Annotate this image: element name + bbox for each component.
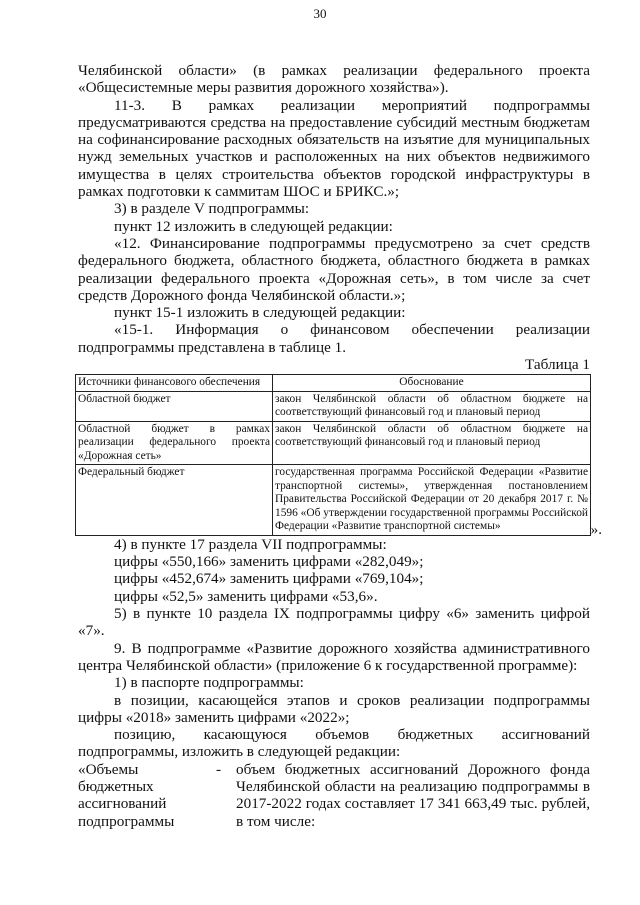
paragraph: пункт 12 изложить в следующей редакции: bbox=[114, 217, 393, 235]
table-row bbox=[76, 421, 591, 465]
paragraph: «12. Финансирование подпрограммы предусмотрено за счет средств федерального бюджета, областного бюджета, областного бюджета в рамках реализации федерального проекта «Дорожная сеть», в том числе за счет средств Дорожного фонда Челябинской области.»; bbox=[78, 234, 590, 304]
table-caption: Таблица 1 bbox=[525, 356, 590, 374]
paragraph: Челябинской области» (в рамках реализации федерального проекта «Общесистемные меры развития дорожного хозяйства»). bbox=[78, 62, 590, 97]
passport-label: «Объемы бюджетных ассигнований подпрограммы bbox=[78, 760, 175, 830]
table-header-row bbox=[76, 375, 591, 392]
paragraph: позицию, касающуюся объемов бюджетных ассигнований подпрограммы, изложить в следующей редакции: bbox=[78, 726, 590, 761]
paragraph: 11-3. В рамках реализации мероприятий подпрограммы предусматриваются средства на предоставление субсидий местным бюджетам на софинансирование расходных обязательств на изъятие для муниципальных нужд земельных участков и расположенных на них объектов недвижимого имущества в целях строительства объектов городской инфраструктуры в рамках подготовки к саммитам ШОС и БРИКС.»; bbox=[78, 96, 590, 201]
paragraph: цифры «52,5» заменить цифрами «53,6». bbox=[114, 587, 378, 605]
table-cell: Областной бюджет в рамках реализации федерального проекта «Дорожная сеть» bbox=[76, 421, 273, 465]
document-body bbox=[78, 62, 602, 830]
paragraph: 4) в пункте 17 раздела VII подпрограммы: bbox=[114, 535, 387, 553]
paragraph: 5) в пункте 10 раздела IX подпрограммы цифру «6» заменить цифрой «7». bbox=[78, 605, 590, 640]
page-number: 30 bbox=[313, 6, 327, 21]
paragraph: 1) в паспорте подпрограммы: bbox=[114, 674, 304, 692]
financing-table bbox=[75, 374, 591, 536]
paragraph: «15-1. Информация о финансовом обеспечении реализации подпрограммы представлена в таблице 1. bbox=[78, 321, 590, 356]
financing-table-wrapper bbox=[78, 374, 602, 538]
closing-quote: ». bbox=[590, 520, 602, 538]
paragraph: цифры «550,166» заменить цифрами «282,049»; bbox=[114, 553, 424, 571]
table-cell: Федеральный бюджет bbox=[76, 465, 273, 536]
table-row bbox=[76, 465, 591, 536]
table-cell: закон Челябинской области об областном бюджете на соответствующий финансовый год и плановый период bbox=[273, 391, 591, 421]
table-header-cell: Обоснование bbox=[273, 375, 591, 392]
passport-row bbox=[78, 761, 590, 830]
table-row bbox=[76, 391, 591, 421]
paragraph: пункт 15-1 изложить в следующей редакции: bbox=[114, 304, 406, 322]
paragraph: в позиции, касающейся этапов и сроков реализации подпрограммы цифры «2018» заменить цифрами «2022»; bbox=[78, 691, 590, 726]
paragraph: 3) в разделе V подпрограммы: bbox=[114, 200, 310, 218]
table-cell: закон Челябинской области об областном бюджете на соответствующий финансовый год и плановый период bbox=[273, 421, 591, 465]
paragraph: 9. В подпрограмме «Развитие дорожного хозяйства административного центра Челябинской области» (приложение 6 к государственной программе): bbox=[78, 639, 590, 674]
table-cell: государственная программа Российской Федерации «Развитие транспортной системы», утвержденная постановлением Правительства Российской Федерации от 20 декабря 2017 г. № 1596 «Об утверждении государственной программы Российской Федерации «Развитие транспортной системы» bbox=[273, 465, 591, 536]
table-cell: Областной бюджет bbox=[76, 391, 273, 421]
passport-dash: - bbox=[216, 760, 222, 778]
table-header-cell: Источники финансового обеспечения bbox=[76, 375, 273, 392]
passport-value: объем бюджетных ассигнований Дорожного фонда Челябинской области на реализацию подпрограммы в 2017-2022 годах составляет 17 341 663,49 тыс. рублей, в том числе: bbox=[236, 760, 590, 830]
paragraph: цифры «452,674» заменить цифрами «769,104»; bbox=[114, 570, 424, 588]
